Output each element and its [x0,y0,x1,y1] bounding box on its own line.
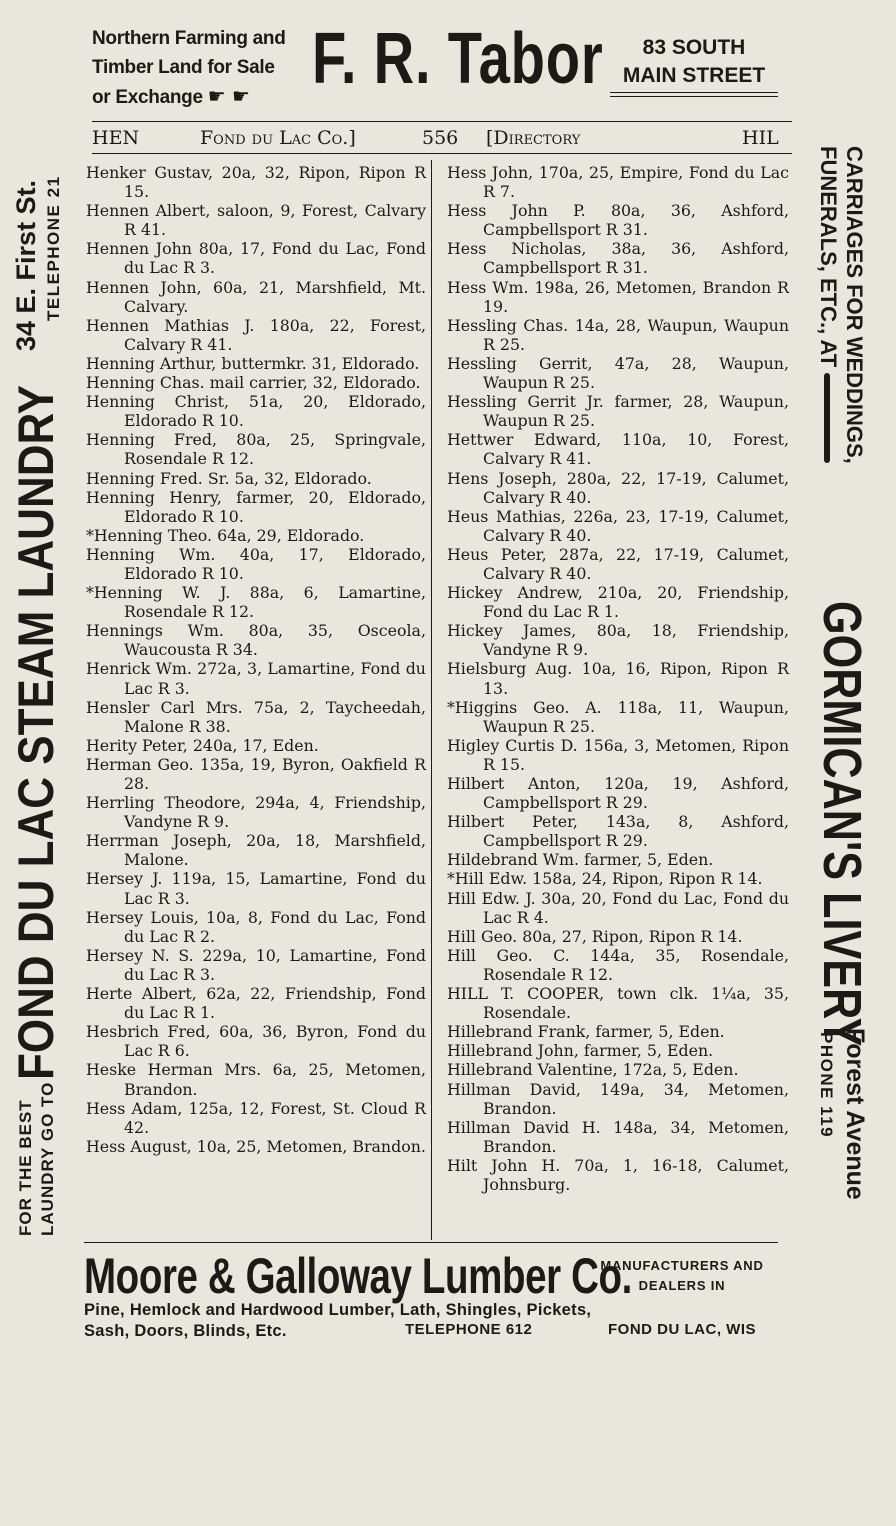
laundry-ad-address: 34 E. First St. [11,179,41,351]
laundry-ad [8,0,73,1236]
header-rule-top [92,121,792,122]
directory-entry: Hillman David H. 148a, 34, Metomen, Brandon. [447,1117,789,1156]
directory-entry: Hess Adam, 125a, 12, Forest, St. Cloud R 42. [86,1098,426,1137]
directory-entry: Hill Edw. J. 30a, 20, Fond du Lac, Fond du Lac R 4. [447,888,789,927]
directory-entry: Hennings Wm. 80a, 35, Osceola, Waucousta R 34. [86,621,426,660]
land-ad [92,24,286,112]
directory-entry: Henning Fred, 80a, 25, Springvale, Rosendale R 12. [86,430,426,469]
directory-entry: Hillebrand Valentine, 172a, 5, Eden. [447,1060,739,1080]
directory-entry: Hennen John 80a, 17, Fond du Lac, Fond du Lac R 3. [86,239,426,278]
land-ad-line1: Northern Farming and [92,28,286,49]
lumber-telephone: TELEPHONE 612 [405,1321,533,1338]
tabor-address [608,34,780,90]
lumber-tagline-1: MANUFACTURERS AND [600,1258,764,1273]
laundry-ad-phone: TELEPHONE 21 [44,175,63,321]
left-column [86,163,426,1156]
directory-entry: Hesbrich Fred, 60a, 36, Byron, Fond du Lac R 6. [86,1022,426,1061]
directory-entry: Hettwer Edward, 110a, 10, Forest, Calvary R 41. [447,430,789,469]
directory-entry: Heus Peter, 287a, 22, 17-19, Calumet, Calvary R 40. [447,544,789,583]
tabor-name: F. R. Tabor [312,19,604,99]
directory-entry: Hickey Andrew, 210a, 20, Friendship, Fond du Lac R 1. [447,583,789,622]
directory-entry: Henker Gustav, 20a, 32, Ripon, Ripon R 15. [86,163,426,202]
livery-ad-name: GORMICAN'S LIVERY [812,601,872,1047]
tabor-address-line2: MAIN STREET [622,64,766,87]
directory-entry: Hennen Albert, saloon, 9, Forest, Calvary R 41. [86,201,426,240]
livery-ad-line2: FUNERALS, ETC., AT [815,146,841,463]
lumber-products-2: Sash, Doors, Blinds, Etc. [84,1321,287,1340]
land-ad-line3: or Exchange ☛ ☛ [92,84,250,108]
tabor-address-line1: 83 SOUTH [642,36,746,59]
pointing-hand-icon [824,373,830,463]
directory-entry: Hennen John, 60a, 21, Marshfield, Mt. Calvary. [86,277,426,316]
directory-entry: Herte Albert, 62a, 22, Friendship, Fond du Lac R 1. [86,984,426,1023]
address-rule [610,92,778,93]
guide-word-left: HEN [92,127,140,149]
directory-entry: Hersey J. 119a, 15, Lamartine, Fond du Lac R 3. [86,869,426,908]
directory-entry: Hessling Gerrit, 47a, 28, Waupun, Waupun R 25. [447,353,789,393]
lumber-products-1: Pine, Hemlock and Hardwood Lumber, Lath, Shingles, Pickets, [84,1301,592,1319]
directory-entry: Hersey Louis, 10a, 8, Fond du Lac, Fond du Lac R 2. [86,907,426,946]
lumber-company-name: Moore & Galloway Lumber Co. [84,1248,632,1304]
directory-entry: Hessling Gerrit Jr. farmer, 28, Waupun, Waupun R 25. [447,392,789,431]
laundry-ad-name: FOND DU LAC STEAM LAUNDRY [8,384,64,1080]
directory-entry: Hilbert Peter, 143a, 8, Ashford, Campbellsport R 29. [447,812,789,851]
directory-entry: Henning Wm. 40a, 17, Eldorado, Eldorado R 10. [86,544,426,583]
directory-entry: Higley Curtis D. 156a, 3, Metomen, Ripon R 15. [447,735,789,774]
column-divider [431,160,432,1240]
directory-entry: Henrick Wm. 272a, 3, Lamartine, Fond du Lac R 3. [86,659,426,698]
livery-ad-line1: CARRIAGES FOR WEDDINGS, [842,146,867,464]
livery-ad-address: Forest Avenue [841,1028,869,1200]
livery-ad [807,146,872,1526]
bottom-rule [84,1242,778,1243]
directory-entry: Henning Arthur, buttermkr. 31, Eldorado. [86,353,420,373]
directory-entry: Herity Peter, 240a, 17, Eden. [86,735,319,755]
directory-entry: Hessling Chas. 14a, 28, Waupun, Waupun R 25. [447,315,789,354]
directory-entry: Hersey N. S. 229a, 10, Lamartine, Fond du Lac R 3. [86,945,426,984]
directory-entry: Hill Geo. 80a, 27, Ripon, Ripon R 14. [447,926,743,946]
directory-entry: Hilbert Anton, 120a, 19, Ashford, Campbellsport R 29. [447,774,789,813]
directory-entry: Hensler Carl Mrs. 75a, 2, Taycheedah, Malone R 38. [86,697,426,736]
directory-entry: Hilt John H. 70a, 1, 16-18, Calumet, Johnsburg. [447,1155,789,1194]
directory-entry: Hill Geo. C. 144a, 35, Rosendale, Rosendale R 12. [447,945,789,984]
laundry-ad-small2: LAUNDRY GO TO [38,1081,57,1236]
directory-entry: Hens Joseph, 280a, 22, 17-19, Calumet, Calvary R 40. [447,468,789,507]
directory-entry: *Hill Edw. 158a, 24, Ripon, Ripon R 14. [447,869,763,889]
directory-entry: Hess John, 170a, 25, Empire, Fond du Lac R 7. [447,163,789,202]
directory-entry: Heske Herman Mrs. 6a, 25, Metomen, Brandon. [86,1060,426,1099]
directory-entry: *Henning Theo. 64a, 29, Eldorado. [86,525,365,545]
pointing-hand-icon: ☛ ☛ [207,84,250,108]
livery-ad-phone: PHONE 119 [817,1032,836,1139]
directory-entry: Henning Chas. mail carrier, 32, Eldorado. [86,373,421,393]
directory-entry: Hillebrand Frank, farmer, 5, Eden. [447,1022,725,1042]
directory-entry: Heus Mathias, 226a, 23, 17-19, Calumet, Calvary R 40. [447,506,789,545]
directory-entry: *Henning W. J. 88a, 6, Lamartine, Rosendale R 12. [86,583,426,622]
header-rule-bottom [92,153,792,154]
lumber-city: FOND DU LAC, WIS [608,1321,756,1338]
directory-entry: Henning Henry, farmer, 20, Eldorado, Eldorado R 10. [86,487,426,526]
header-section: [Directory [486,127,581,149]
directory-entry: Herman Geo. 135a, 19, Byron, Oakfield R 28. [86,754,426,793]
lumber-tagline-2: DEALERS IN [638,1278,726,1293]
directory-entry: HILL T. COOPER, town clk. 1¼a, 35, Rosendale. [447,984,789,1023]
directory-entry: Hess Wm. 198a, 26, Metomen, Brandon R 19. [447,277,789,316]
land-ad-line2: Timber Land for Sale [92,57,275,78]
directory-entry: Henning Fred. Sr. 5a, 32, Eldorado. [86,468,372,488]
directory-entry: Herrman Joseph, 20a, 18, Marshfield, Malone. [86,831,426,870]
directory-entry: Hickey James, 80a, 18, Friendship, Vandyne R 9. [447,621,789,660]
directory-entry: Hess Nicholas, 38a, 36, Ashford, Campbellsport R 31. [447,239,789,278]
directory-entry: Henning Christ, 51a, 20, Eldorado, Eldorado R 10. [86,392,426,431]
directory-entry: Hess August, 10a, 25, Metomen, Brandon. [86,1136,426,1156]
right-column [447,163,789,1194]
laundry-ad-small1: FOR THE BEST [16,1099,35,1236]
directory-entry: Hildebrand Wm. farmer, 5, Eden. [447,850,714,870]
address-rule-2 [610,96,778,97]
laundry-ad-small [15,1082,59,1236]
directory-entry: Hennen Mathias J. 180a, 22, Forest, Calvary R 41. [86,315,426,354]
directory-entry: Hielsburg Aug. 10a, 16, Ripon, Ripon R 13. [447,659,789,698]
lumber-tagline [578,1256,786,1296]
directory-entry: Hillebrand John, farmer, 5, Eden. [447,1041,714,1061]
guide-word-right: HIL [742,127,779,149]
page-number: 556 [422,127,459,149]
directory-entry: Hess John P. 80a, 36, Ashford, Campbellsport R 31. [447,201,789,240]
directory-entry: Herrling Theodore, 294a, 4, Friendship, Vandyne R 9. [86,793,426,832]
directory-entry: *Higgins Geo. A. 118a, 11, Waupun, Waupun R 25. [447,697,789,736]
header-county: Fond du Lac Co.] [200,127,356,149]
directory-entry: Hillman David, 149a, 34, Metomen, Brandon. [447,1079,789,1118]
